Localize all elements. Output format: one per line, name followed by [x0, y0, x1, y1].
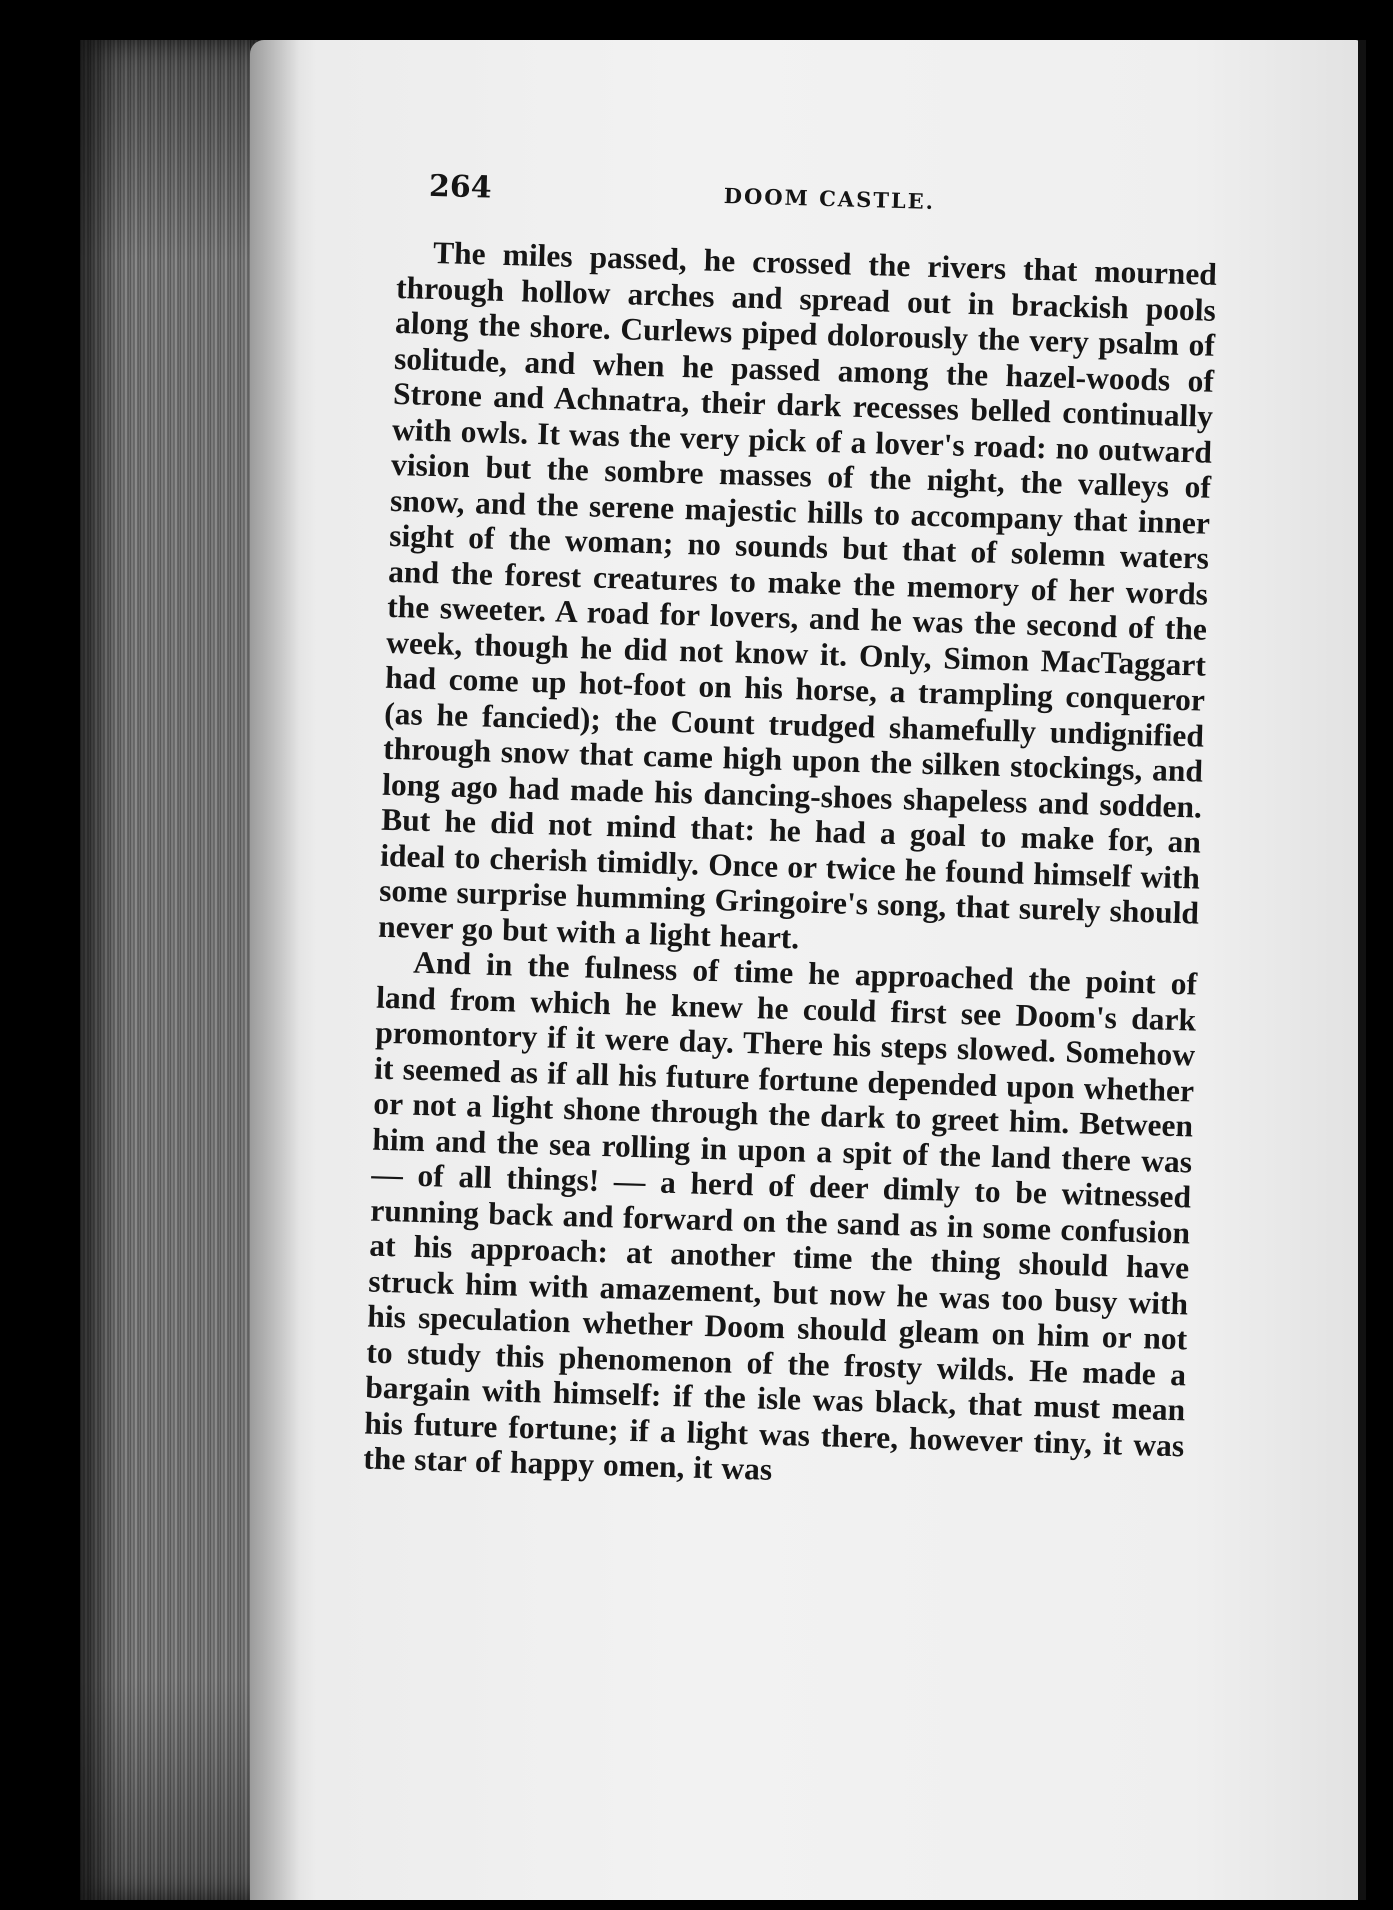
right-page-border — [1358, 40, 1366, 1900]
page-number: 264 — [428, 168, 493, 206]
body-paragraph: And in the fulness of time he approached the point of land from which he knew he could first see Doom's dark promontory if it were day. There his steps slowed. Somehow it seemed as if all his future fortune depended upon whether or not a light shone through the dark to greet him. Between him and the sea rolling in upon a spit of the land there was — of all things! — a herd of deer dimly to be witnessed running back and forward on the sand as in some confusion at his approach: at another time the thing should have struck him with amazement, but now he was too busy with his speculation whether Doom should gleam on him or not to study this phenomenon of the frosty wilds. He made a bargain with himself: if the isle was black, that must mean his future fortune; if a light was there, however tiny, it was the star of happy omen, it was — [362, 944, 1198, 1487]
running-title: DOOM CASTLE. — [723, 183, 936, 214]
body-paragraph: The miles passed, he crossed the rivers that mourned through hollow arches and spread out in brackish pools along the shore. Curlews piped dolorously the very psalm of solitude, and when he passed among the hazel-woods of Strone and Achnatra, their dark recesses belled continually with owls. It was the very pick of a lover's road: no outward vision but the sombre masses of the night, the valleys of snow, and the serene majestic hills to accompany that inner sight of the woman; no sounds but that of solemn waters and the forest creatures to make the memory of her words the sweeter. A road for lovers, and he was the second of the week, though he did not know it. Only, Simon MacTaggart had come up hot-foot on his horse, a trampling conqueror (as he fancied); the Count trudged shamefully undignified through snow that came high upon the silken stockings, and long ago had made his dancing-shoes shapeless and sodden. But he did not mind that: he had a goal to make for, an ideal to cherish timidly. Once or twice he found himself with some surprise humming Gringoire's song, that surely should never go but with a light heart. — [377, 234, 1218, 955]
text-block — [363, 150, 1220, 1499]
